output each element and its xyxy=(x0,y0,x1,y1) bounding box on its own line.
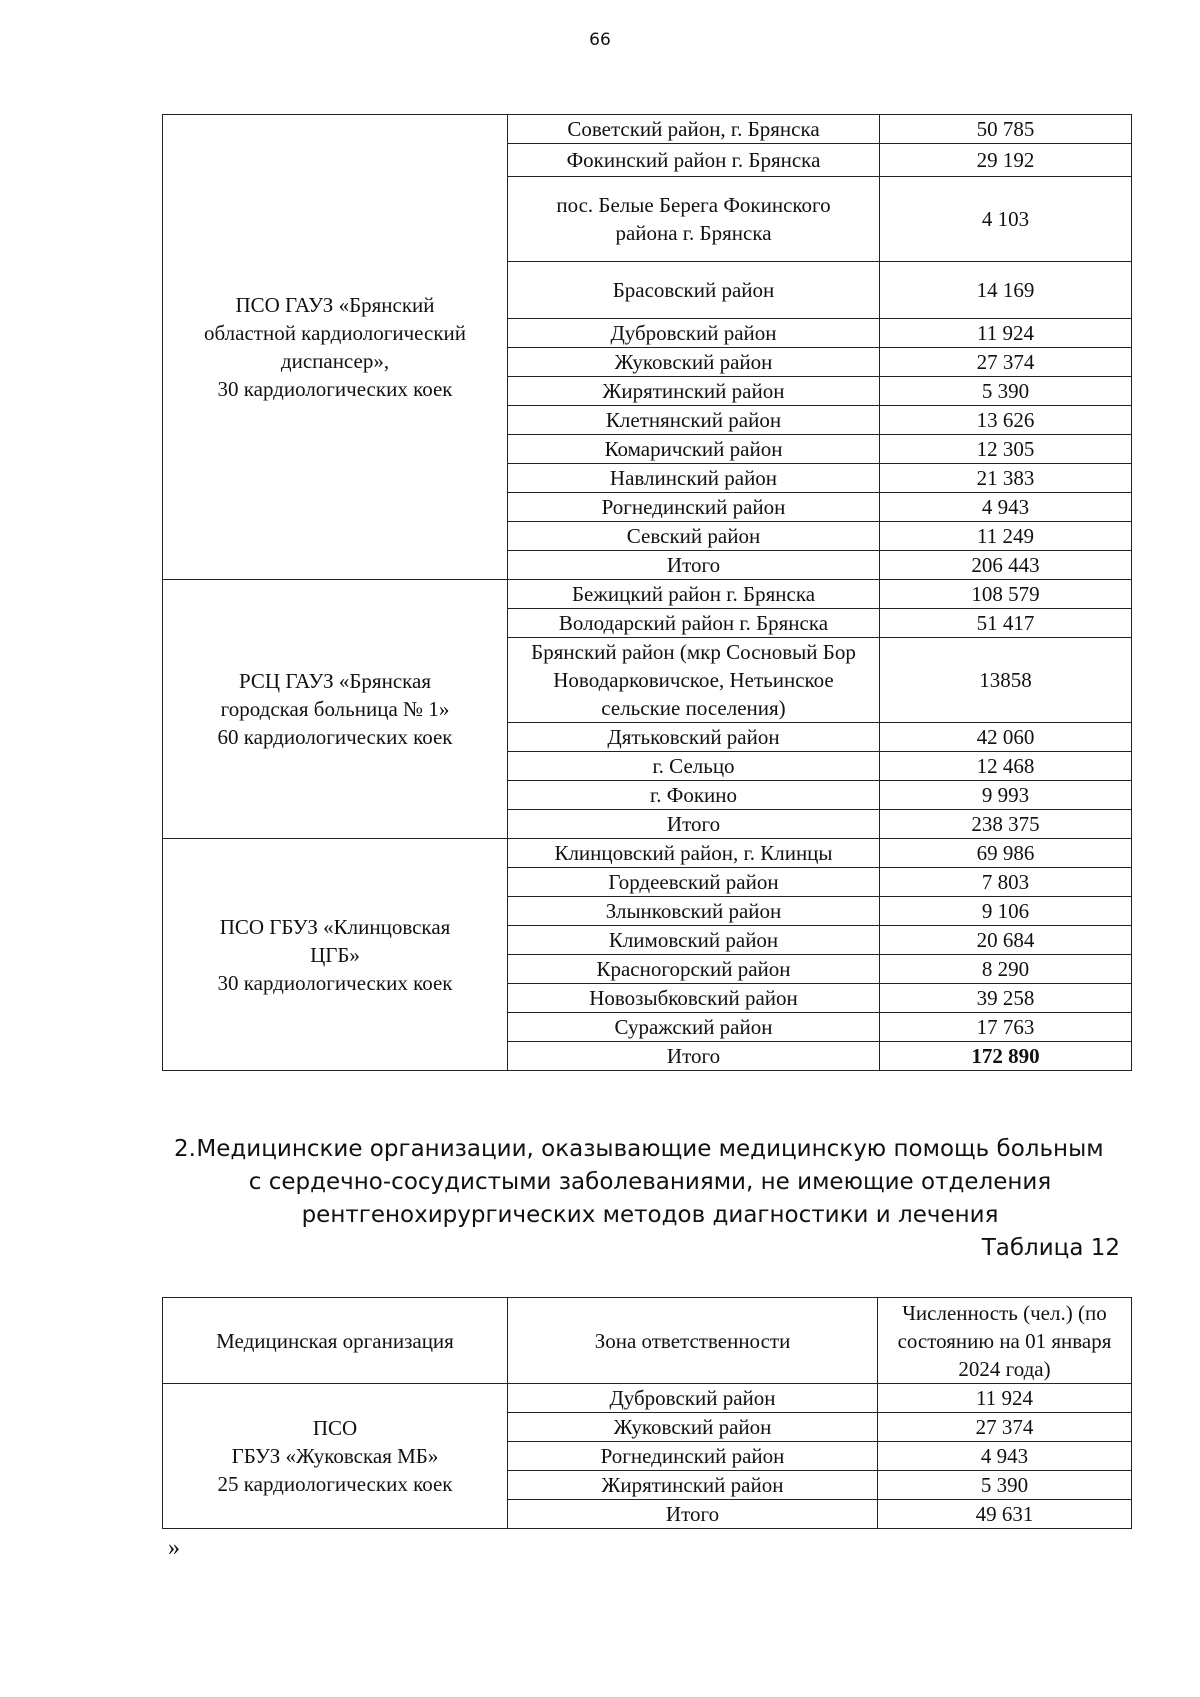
org-cell xyxy=(163,839,508,1071)
population-cell: 11 924 xyxy=(880,319,1132,348)
org-line: ПСО xyxy=(312,1416,358,1440)
population-cell: 12 468 xyxy=(880,752,1132,781)
org-cell xyxy=(163,1384,508,1529)
zone-cell: Фокинский район г. Брянска xyxy=(508,144,880,177)
header-org: Медицинская организация xyxy=(163,1298,508,1384)
org-line: областной кардиологический xyxy=(204,321,466,345)
population-cell: 49 631 xyxy=(878,1500,1132,1529)
org-line: ПСО ГАУЗ «Брянский xyxy=(235,293,435,317)
population-cell: 42 060 xyxy=(880,723,1132,752)
zone-cell: Гордеевский район xyxy=(508,868,880,897)
zone-cell: Брянский район (мкр Сосновый Бор Новодарковичское, Нетьинское сельские поселения) xyxy=(508,638,880,723)
zone-cell: Итого xyxy=(508,1500,878,1529)
population-cell: 39 258 xyxy=(880,984,1132,1013)
population-cell: 69 986 xyxy=(880,839,1132,868)
zone-cell: Севский район xyxy=(508,522,880,551)
population-cell: 51 417 xyxy=(880,609,1132,638)
organizations-table xyxy=(162,1297,1132,1529)
zone-cell: Комаричский район xyxy=(508,435,880,464)
org-line: ПСО ГБУЗ «Клинцовская xyxy=(219,914,451,939)
org-line: диспансер», xyxy=(280,349,390,373)
zone-cell: пос. Белые Берега Фокинского района г. Брянска xyxy=(508,177,880,262)
org-line: 30 кардиологических коек xyxy=(217,377,453,401)
zone-cell: Клинцовский район, г. Клинцы xyxy=(508,839,880,868)
population-cell: 9 106 xyxy=(880,897,1132,926)
section-title-line: Медицинские организации, оказывающие медицинскую помощь больным xyxy=(196,1136,1104,1162)
zone-cell: Рогнединский район xyxy=(508,1442,878,1471)
section-title-line: с сердечно-сосудистыми заболеваниями, не имеющие отделения xyxy=(248,1169,1052,1195)
population-cell: 9 993 xyxy=(880,781,1132,810)
zone-cell: Климовский район xyxy=(508,926,880,955)
population-cell: 13 626 xyxy=(880,406,1132,435)
zone-cell: Жуковский район xyxy=(508,348,880,377)
population-cell: 206 443 xyxy=(880,551,1132,580)
zone-cell: Новозыбковский район xyxy=(508,984,880,1013)
header-zone: Зона ответственности xyxy=(508,1298,878,1384)
population-cell: 4 943 xyxy=(880,493,1132,522)
zone-cell: Клетнянский район xyxy=(508,406,880,435)
zone-cell: Брасовский район xyxy=(508,262,880,319)
org-line: РСЦ ГАУЗ «Брянская xyxy=(238,669,432,693)
population-cell: 27 374 xyxy=(878,1413,1132,1442)
population-cell: 11 924 xyxy=(878,1384,1132,1413)
population-cell: 5 390 xyxy=(878,1471,1132,1500)
zone-cell: Бежицкий район г. Брянска xyxy=(508,580,880,609)
population-cell: 12 305 xyxy=(880,435,1132,464)
population-cell: 7 803 xyxy=(880,868,1132,897)
zone-cell: Суражский район xyxy=(508,1013,880,1042)
population-cell: 29 192 xyxy=(880,144,1132,177)
org-line: городская больница № 1» xyxy=(220,697,450,721)
population-cell: 27 374 xyxy=(880,348,1132,377)
table-row xyxy=(163,115,1132,144)
section-number: 2. xyxy=(174,1136,196,1162)
population-cell: 238 375 xyxy=(880,810,1132,839)
population-cell: 17 763 xyxy=(880,1013,1132,1042)
zone-cell: Володарский район г. Брянска xyxy=(508,609,880,638)
section-title-line: рентгенохирургических методов диагностики и лечения xyxy=(301,1202,999,1228)
org-line: 25 кардиологических коек xyxy=(217,1472,453,1496)
zone-cell: г. Сельцо xyxy=(508,752,880,781)
org-line: 60 кардиологических коек xyxy=(217,725,453,749)
header-row xyxy=(163,1298,1132,1384)
org-line: ЦГБ» xyxy=(310,942,360,967)
population-cell: 50 785 xyxy=(880,115,1132,144)
zone-cell: Итого xyxy=(508,551,880,580)
population-cell: 13858 xyxy=(880,638,1132,723)
table-row xyxy=(163,839,1132,868)
zone-cell: Дятьковский район xyxy=(508,723,880,752)
zone-cell: Советский район, г. Брянска xyxy=(508,115,880,144)
table-caption: Таблица 12 xyxy=(981,1235,1120,1261)
zone-cell: Жирятинский район xyxy=(508,377,880,406)
closing-quote: » xyxy=(168,1535,180,1561)
population-cell: 21 383 xyxy=(880,464,1132,493)
population-cell: 20 684 xyxy=(880,926,1132,955)
org-cell xyxy=(163,115,508,580)
population-cell: 14 169 xyxy=(880,262,1132,319)
zone-cell: Дубровский район xyxy=(508,319,880,348)
zone-cell: Итого xyxy=(508,1042,880,1071)
responsibility-zones-table xyxy=(162,114,1132,1071)
table-row xyxy=(163,580,1132,609)
org-line: ГБУЗ «Жуковская МБ» xyxy=(231,1444,439,1468)
population-cell: 172 890 xyxy=(880,1042,1132,1071)
section-heading xyxy=(160,1133,1140,1232)
page-number: 66 xyxy=(589,30,611,50)
zone-cell: Жуковский район xyxy=(508,1413,878,1442)
org-cell xyxy=(163,580,508,839)
population-cell: 4 943 xyxy=(878,1442,1132,1471)
zone-cell: Жирятинский район xyxy=(508,1471,878,1500)
zone-cell: Рогнединский район xyxy=(508,493,880,522)
zone-cell: Дубровский район xyxy=(508,1384,878,1413)
population-cell: 5 390 xyxy=(880,377,1132,406)
population-cell: 108 579 xyxy=(880,580,1132,609)
header-population: Численность (чел.) (по состоянию на 01 января 2024 года) xyxy=(878,1298,1132,1384)
population-cell: 8 290 xyxy=(880,955,1132,984)
org-line: 30 кардиологических коек xyxy=(217,970,453,995)
zone-cell: Навлинский район xyxy=(508,464,880,493)
zone-cell: Злынковский район xyxy=(508,897,880,926)
zone-cell: Красногорский район xyxy=(508,955,880,984)
population-cell: 11 249 xyxy=(880,522,1132,551)
population-cell: 4 103 xyxy=(880,177,1132,262)
zone-cell: г. Фокино xyxy=(508,781,880,810)
table-row xyxy=(163,1384,1132,1413)
zone-cell: Итого xyxy=(508,810,880,839)
